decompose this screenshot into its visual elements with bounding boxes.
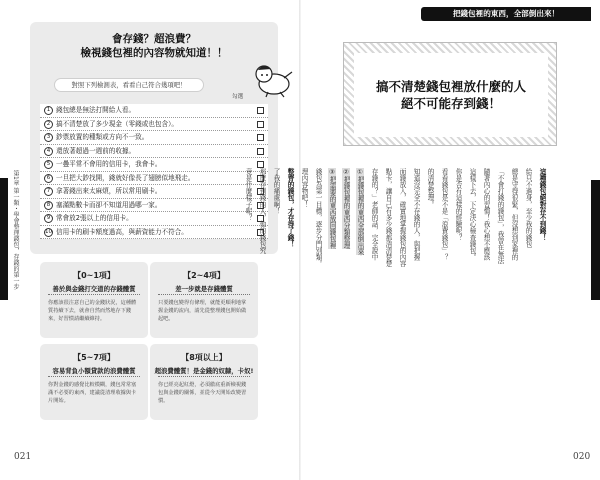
- text-column: [495, 168, 505, 438]
- headline-line2: 絕不可能存到錢！: [400, 96, 501, 111]
- score-card-0-1: [40, 262, 148, 338]
- text-column: [425, 168, 435, 438]
- item-text: 塞滿點數卡而卻不知道用過哪一家。: [56, 200, 162, 209]
- text-column: [383, 168, 393, 438]
- headline-box: [343, 42, 557, 146]
- item-number: 4: [44, 147, 53, 156]
- column-text: 面錢放入，確實地掌握錢包的內容: [398, 168, 406, 267]
- card-title-line1: 會存錢？超浪費？: [112, 33, 196, 45]
- divider: [158, 294, 250, 295]
- column-text: 竟是什麼樣子呢？: [244, 168, 252, 221]
- column-text: 看看錢包是不是「浪費錢包」？: [440, 168, 448, 261]
- score-description: 你已經亮起紅燈，必須徹底重新檢視錢包與金錢的關係，並從今天開始改變習慣。: [158, 382, 247, 404]
- column-text: 「不會打錢的錢包」，我曾在無法: [496, 168, 504, 264]
- column-text: 這樣下去，下定決心檢查錢包。: [468, 168, 476, 261]
- column-text: 你是否有這樣的經驗呢？: [454, 168, 462, 241]
- column-text: 隨著內心的習慣！我心想不應該: [482, 168, 490, 261]
- checklist-row: [40, 212, 268, 226]
- checkbox-column-header: 勾選: [232, 94, 244, 100]
- column-text: 知道沒完全不存錢的人，與把握: [412, 168, 420, 261]
- item-text: 錢包總是無法打開給人看。: [56, 106, 136, 114]
- text-column: [243, 168, 253, 438]
- card-title: [30, 32, 278, 60]
- checklist-row: [40, 131, 268, 145]
- checkbox[interactable]: [257, 107, 264, 114]
- column-text: 錢包為第一目標，逐步分門別類。: [314, 168, 322, 267]
- checkbox[interactable]: [257, 134, 264, 141]
- item-text: 常會放2張以上的信用卡。: [56, 214, 133, 222]
- checkbox[interactable]: [257, 148, 264, 155]
- divider: [48, 376, 140, 377]
- checklist-row: [40, 199, 268, 213]
- item-number: 3: [44, 133, 53, 142]
- card-title-line2: 檢視錢包裡的內容物就知道！！: [80, 47, 228, 59]
- score-description: 你對金錢的感覺比較模糊，錢包常常塞滿不必要的東西，建議從清理收據與卡片開始。: [48, 382, 137, 404]
- item-number: 6: [44, 174, 53, 183]
- score-description: 只要錢包變得有條理，就能更順利地掌握金錢的流向，請先從整理錢包開始做起吧。: [158, 300, 247, 322]
- text-column: [355, 168, 365, 438]
- item-number: 1: [44, 106, 53, 115]
- text-column: [257, 168, 267, 438]
- score-range: 【8項以上】: [181, 353, 227, 362]
- text-column: [369, 168, 379, 438]
- column-text: 這種錢包絕對存不到錢！: [538, 168, 546, 241]
- headline-line1: 搞不清楚錢包裡放什麼的人: [375, 79, 526, 94]
- chapter-tab-right: [591, 180, 600, 300]
- score-card-2-4: [150, 262, 258, 338]
- checklist-row: [40, 118, 268, 132]
- checklist-row: [40, 145, 268, 159]
- text-column: [341, 168, 351, 438]
- page-number-right: 020: [573, 452, 591, 462]
- item-text: 信用卡的刷卡額度過高，與薪資能力不符合。: [56, 227, 188, 236]
- checklist-row: [40, 104, 268, 118]
- item-text: 拿著錢出來太麻煩，所以常用刷卡。: [56, 187, 162, 195]
- item-number: 9: [44, 214, 53, 223]
- item-text: 搞不清楚放了多少現金（零錢或也包含）。: [56, 119, 178, 128]
- text-column: [523, 168, 533, 438]
- item-number: 10: [45, 228, 52, 235]
- score-description: 你應該很注意自己的金錢狀況，這種體質持續下去，就會自然而然地存下錢來，好習慣請繼續維持。: [48, 300, 137, 322]
- section-header: [301, 0, 600, 22]
- section-title: 把錢包裡的東西，全部倒出來！: [421, 7, 591, 21]
- score-heading: 差一步就是存錢體質: [175, 285, 233, 293]
- score-card-8-plus: [150, 344, 258, 420]
- checkbox[interactable]: [257, 161, 264, 168]
- text-column: [537, 168, 547, 438]
- column-text: ①把錢包裡的東西全部倒出來: [356, 168, 364, 256]
- divider: [48, 294, 140, 295]
- text-column: [313, 168, 323, 438]
- column-text: ②把錢包裡的東西分類整理: [342, 168, 350, 249]
- checklist-row: [40, 226, 268, 240]
- item-text: 鈔票放置的種類或方向不一致。: [56, 133, 149, 141]
- item-number: 5: [44, 160, 53, 169]
- vertical-body-text: [244, 168, 547, 438]
- column-text: 那麼存到錢的人，他的錢包究: [258, 168, 266, 254]
- right-page: [244, 0, 600, 480]
- column-text: 總是守得很緊，但沒想到家裡的: [510, 168, 518, 261]
- item-number: 2: [44, 120, 53, 129]
- score-heading: 超浪費體質！是金錢的奴隸，卡奴!: [154, 367, 254, 375]
- checklist-row: [40, 158, 268, 172]
- column-text: 的清楚整理。: [426, 168, 434, 208]
- text-column: [271, 168, 281, 438]
- column-text: 點卡，讓自己有多少錢都清清楚楚: [384, 168, 392, 267]
- column-text: 存錢的？」老師的話，完全說中: [370, 168, 378, 261]
- checklist: [40, 104, 268, 239]
- text-column: [285, 168, 295, 438]
- text-column: [397, 168, 407, 438]
- item-text: 還放著超過一週前的收據。: [56, 146, 136, 155]
- column-text: ③把需要的東西放回錢包裡: [328, 168, 336, 249]
- text-column: [327, 168, 337, 438]
- left-page: [0, 0, 299, 480]
- text-column: [467, 168, 477, 438]
- text-column: [453, 168, 463, 438]
- checklist-instruction: 對照下列檢測表，看看自己符合幾項吧！: [54, 78, 204, 92]
- text-column: [439, 168, 449, 438]
- column-text: 整齊的錢包，才存得了錢！: [286, 168, 294, 248]
- item-text: 一旦把大鈔找開，錢就好像長了翅膀似地飛走。: [56, 173, 195, 182]
- score-heading: 容易背負小額貸款的浪費體質: [52, 367, 136, 375]
- text-column: [299, 168, 309, 438]
- column-text: 了我的痛處啊！: [272, 168, 280, 215]
- column-text: 給只不過身，至少我的錢包: [524, 168, 532, 248]
- mascot-illustration: [244, 58, 296, 98]
- text-column: [411, 168, 421, 438]
- page-number-left: 021: [14, 452, 32, 462]
- checklist-row: [40, 185, 268, 199]
- item-text: 一疊平常不會用的信用卡，我會卡。: [56, 160, 162, 168]
- headline-inner: [354, 53, 548, 137]
- item-number: 7: [44, 187, 53, 196]
- text-column: [481, 168, 491, 438]
- score-card-5-7: [40, 344, 148, 420]
- checkbox[interactable]: [257, 121, 264, 128]
- text-column: [509, 168, 519, 438]
- divider: [158, 376, 250, 377]
- score-heading: 善於與金錢打交道的存錢體質: [52, 285, 136, 293]
- score-range: 【2~4項】: [183, 271, 225, 280]
- score-range: 【5~7項】: [73, 353, 115, 362]
- item-number: 8: [44, 201, 53, 210]
- chapter-side-label: 第1章 第一類・學會整理錢包，存錢的第一步: [12, 170, 19, 290]
- checklist-row: [40, 172, 268, 186]
- chapter-tab: [0, 178, 8, 300]
- column-text: 理內容物吧！: [300, 168, 308, 208]
- score-range: 【0~1項】: [73, 271, 115, 280]
